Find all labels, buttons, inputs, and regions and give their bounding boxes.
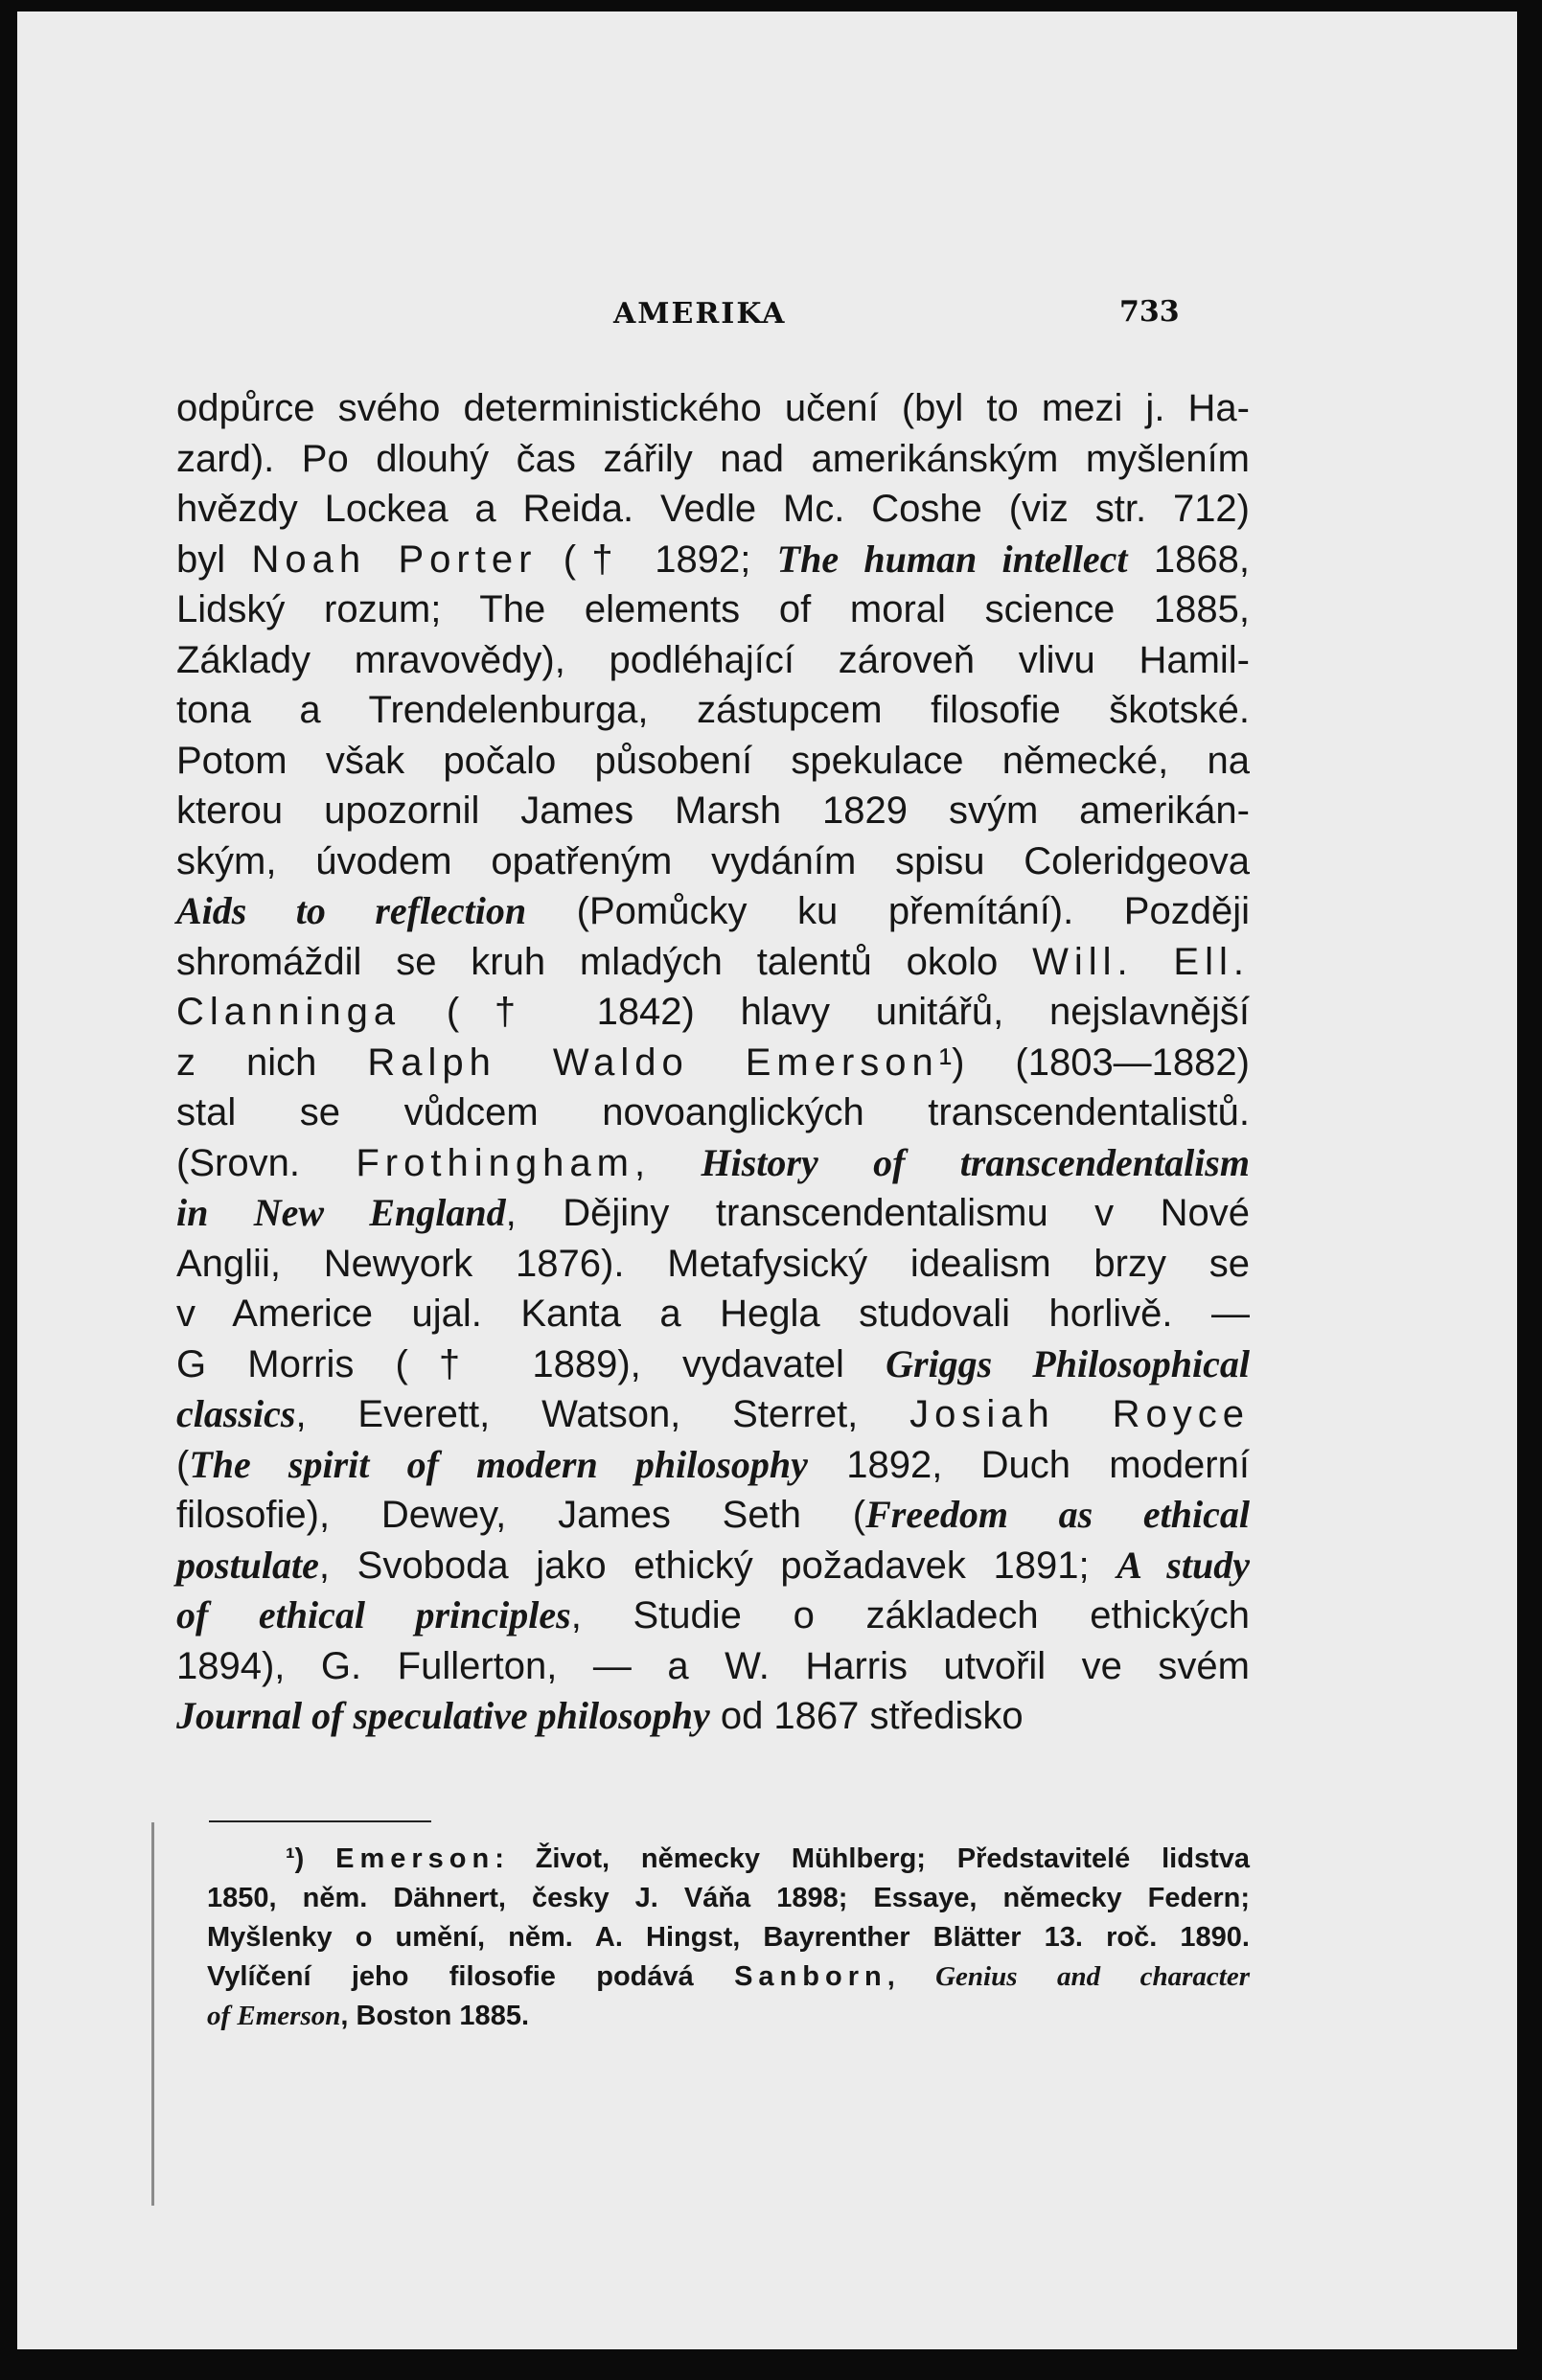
italic-title: A study bbox=[1116, 1543, 1250, 1587]
body-line bbox=[176, 1691, 1250, 1742]
text-run: , Studie o základech ethických bbox=[570, 1594, 1250, 1636]
italic-title: Aids to reflection bbox=[176, 889, 527, 932]
text-run: shromáždil se kruh mladých talentů okolo bbox=[176, 940, 1033, 983]
text-run: († 1842) hlavy unitářů, nejslavnější bbox=[401, 991, 1250, 1033]
text-run: , bbox=[633, 1141, 702, 1184]
body-line bbox=[176, 535, 1250, 585]
italic-title: of ethical principles bbox=[176, 1593, 571, 1636]
body-line bbox=[176, 836, 1250, 887]
body-line bbox=[176, 1590, 1250, 1641]
body-line bbox=[176, 1087, 1250, 1138]
text-run: Základy mravovědy), podléhající zároveň vlivu Hamil- bbox=[176, 638, 1250, 681]
body-line bbox=[176, 584, 1250, 635]
spaced-name: Will. Ell. bbox=[1032, 940, 1250, 983]
text-run: ským, úvodem opatřeným vydáním spisu Coleridgeova bbox=[176, 839, 1250, 882]
text-run: , Boston 1885. bbox=[340, 2001, 530, 2031]
text-run: (Srovn. bbox=[176, 1141, 357, 1184]
text-run: z nich bbox=[176, 1041, 368, 1084]
text-run: G Morris († 1889), vydavatel bbox=[176, 1342, 886, 1385]
text-run: , bbox=[886, 1961, 936, 1992]
spaced-name: Frothingham bbox=[356, 1141, 634, 1184]
footnote bbox=[207, 1840, 1250, 2036]
footnote-line bbox=[207, 1840, 1250, 1879]
footnote-line bbox=[207, 1879, 1250, 1918]
text-run: od 1867 středisko bbox=[709, 1695, 1024, 1737]
main-text bbox=[176, 383, 1250, 1742]
text-run: ( bbox=[176, 1443, 190, 1486]
body-line bbox=[176, 685, 1250, 736]
body-line bbox=[176, 1389, 1250, 1440]
text-run: : Život, německy Mühlberg; Představitelé lidstva bbox=[495, 1843, 1250, 1874]
italic-title: Journal of speculative philosophy bbox=[176, 1694, 710, 1737]
footnote-line bbox=[207, 1957, 1250, 1997]
text-run: 1850, něm. Dähnert, česky J. Váňa 1898; Essaye, německy Federn; bbox=[207, 1883, 1250, 1913]
text-run: tona a Trendelenburga, zástupcem filosofie škotské. bbox=[176, 689, 1250, 731]
text-run: 1894), G. Fullerton, — a W. Harris utvořil ve svém bbox=[176, 1644, 1250, 1687]
spaced-name: Emerson bbox=[335, 1843, 495, 1874]
body-line bbox=[176, 1038, 1250, 1088]
body-line bbox=[176, 1440, 1250, 1491]
book-page bbox=[17, 11, 1517, 2349]
text-run: Potom však počalo působení spekulace německé, na bbox=[176, 739, 1250, 782]
italic-title: Genius and character bbox=[935, 1961, 1250, 1992]
body-line bbox=[176, 937, 1250, 988]
body-line bbox=[176, 1339, 1250, 1390]
text-run: Lidský rozum; The elements of moral science 1885, bbox=[176, 588, 1250, 630]
body-line bbox=[176, 1641, 1250, 1692]
body-line bbox=[176, 1541, 1250, 1591]
text-run: ¹) (1803—1882) bbox=[938, 1041, 1250, 1084]
text-run: v Americe ujal. Kanta a Hegla studovali horlivě. — bbox=[176, 1293, 1250, 1335]
running-head bbox=[17, 289, 1517, 337]
body-line bbox=[176, 987, 1250, 1038]
footnote-line bbox=[207, 1918, 1250, 1957]
text-run: 1892, Duch moderní bbox=[807, 1443, 1250, 1486]
spaced-name: Josiah Royce bbox=[909, 1393, 1250, 1435]
italic-title: Griggs Philosophical bbox=[886, 1341, 1250, 1385]
spaced-name: Sanborn bbox=[734, 1961, 887, 1992]
text-run: (Pomůcky ku přemítání). Později bbox=[526, 890, 1250, 932]
italic-title: Freedom as ethical bbox=[865, 1493, 1250, 1536]
italic-title: postulate bbox=[176, 1543, 319, 1587]
text-run: hvězdy Lockea a Reida. Vedle Mc. Coshe (viz str. 712) bbox=[176, 488, 1250, 530]
footnote-rule bbox=[209, 1820, 431, 1822]
body-line bbox=[176, 886, 1250, 937]
italic-title: classics bbox=[176, 1392, 296, 1435]
text-run: , Svoboda jako ethický požadavek 1891; bbox=[318, 1544, 1117, 1587]
text-run: Vylíčení jeho filosofie podává bbox=[207, 1961, 735, 1992]
body-line bbox=[176, 1188, 1250, 1239]
text-run: , Dějiny transcendentalismu v Nové bbox=[505, 1192, 1251, 1234]
text-run: 1868, bbox=[1127, 538, 1250, 581]
text-run: , Everett, Watson, Sterret, bbox=[295, 1393, 910, 1435]
body-line bbox=[176, 434, 1250, 485]
footnote-line bbox=[207, 1997, 1250, 2036]
text-run: odpůrce svého deterministického učení (byl to mezi j. Ha- bbox=[176, 387, 1250, 429]
spaced-name: Ralph Waldo Emerson bbox=[367, 1041, 939, 1084]
text-run: stal se vůdcem novoanglických transcendentalistů. bbox=[176, 1091, 1250, 1133]
italic-title: History of transcendentalism bbox=[701, 1140, 1250, 1184]
body-line bbox=[176, 1490, 1250, 1541]
text-run: kterou upozornil James Marsh 1829 svým amerikán- bbox=[176, 790, 1250, 832]
body-line bbox=[176, 786, 1250, 836]
text-run: byl bbox=[176, 538, 252, 581]
body-line bbox=[176, 1138, 1250, 1189]
page-number: 733 bbox=[1119, 295, 1180, 329]
body-line bbox=[176, 635, 1250, 686]
page-edge-mark bbox=[151, 1822, 154, 2206]
body-line bbox=[176, 1239, 1250, 1290]
text-run: († 1892; bbox=[537, 538, 777, 581]
text-run: ¹) bbox=[286, 1843, 336, 1874]
italic-title: in New England bbox=[176, 1191, 506, 1234]
text-run: Anglii, Newyork 1876). Metafysický idealism brzy se bbox=[176, 1242, 1250, 1285]
body-line bbox=[176, 484, 1250, 535]
running-head-title: AMERIKA bbox=[613, 297, 787, 331]
italic-title: The human intellect bbox=[776, 537, 1128, 581]
text-run: filosofie), Dewey, James Seth ( bbox=[176, 1494, 866, 1536]
italic-title: The spirit of modern philosophy bbox=[189, 1442, 808, 1486]
body-line bbox=[176, 383, 1250, 434]
italic-title: of Emerson bbox=[207, 2001, 341, 2031]
body-line bbox=[176, 736, 1250, 787]
text-run: Myšlenky o umění, něm. A. Hingst, Bayrenther Blätter 13. roč. 1890. bbox=[207, 1922, 1250, 1953]
spaced-name: Noah Porter bbox=[251, 538, 538, 581]
spaced-name: Clanninga bbox=[176, 991, 402, 1033]
text-run: zard). Po dlouhý čas zářily nad amerikánským myšlením bbox=[176, 437, 1250, 480]
body-line bbox=[176, 1289, 1250, 1339]
